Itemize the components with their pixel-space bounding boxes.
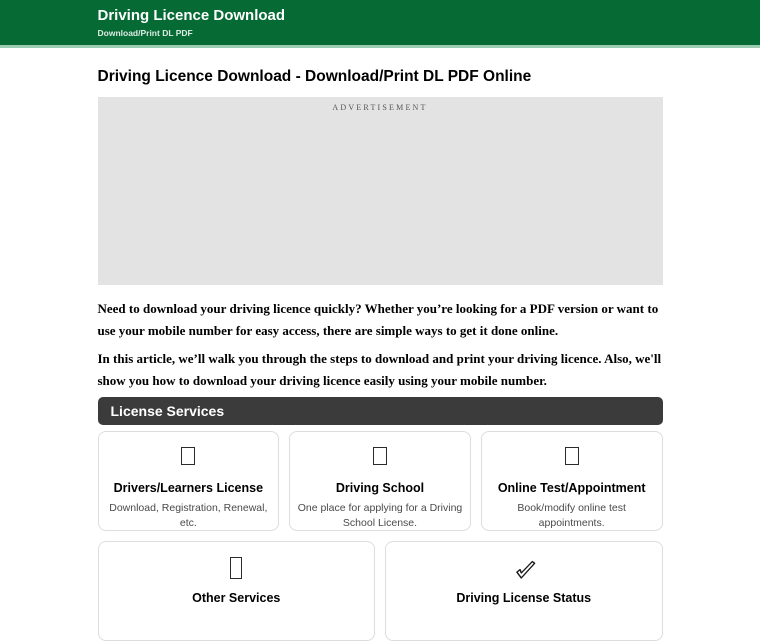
- service-card-driving-license-status[interactable]: [385, 541, 663, 641]
- placeholder-box-icon: [230, 557, 242, 579]
- site-header: [0, 0, 760, 45]
- page-title: Driving Licence Download - Download/Print DL PDF Online: [97, 68, 532, 85]
- card-title: Driving License Status: [456, 591, 592, 605]
- license-services-heading: [98, 397, 663, 425]
- card-title: Driving School: [335, 481, 425, 495]
- card-description: One place for applying for a Driving School License.: [297, 502, 463, 529]
- header-accent-strip: [0, 45, 760, 48]
- check-icon: [386, 557, 662, 585]
- card-title: Online Test/Appointment: [497, 481, 646, 495]
- service-card-online-test-appointment[interactable]: [481, 431, 663, 531]
- site-title: Driving Licence Download: [97, 7, 286, 24]
- placeholder-box-icon: [373, 447, 387, 465]
- service-card-drivers-learners-license[interactable]: [98, 431, 280, 531]
- service-card-other-services[interactable]: [98, 541, 376, 641]
- site-subtitle: Download/Print DL PDF: [97, 28, 193, 38]
- content-container: [98, 68, 663, 641]
- service-card-driving-school[interactable]: [289, 431, 471, 531]
- intro-paragraph: Need to download your driving licence quickly? Whether you’re looking for a PDF version or want to use your mobile number for easy access, there are simple ways to get it done online.: [97, 301, 659, 338]
- service-cards-row-1: [98, 431, 663, 531]
- card-title: Other Services: [192, 591, 281, 605]
- section-title: License Services: [110, 403, 225, 419]
- article-paragraph: In this article, we’ll walk you through the steps to download and print your driving licence. Also, we'll show you how to download your driving licence easily using your mobile number.: [97, 351, 662, 388]
- placeholder-box-icon: [181, 447, 195, 465]
- card-title: Drivers/Learners License: [113, 481, 264, 495]
- advertisement-label: ADVERTISEMENT: [332, 103, 428, 112]
- service-cards-row-2: [98, 541, 663, 641]
- site-header-inner: [98, 0, 663, 38]
- advertisement-box: [98, 97, 663, 285]
- card-description: Download, Registration, Renewal, etc.: [109, 502, 268, 529]
- placeholder-box-icon: [565, 447, 579, 465]
- card-description: Book/modify online test appointments.: [517, 502, 626, 529]
